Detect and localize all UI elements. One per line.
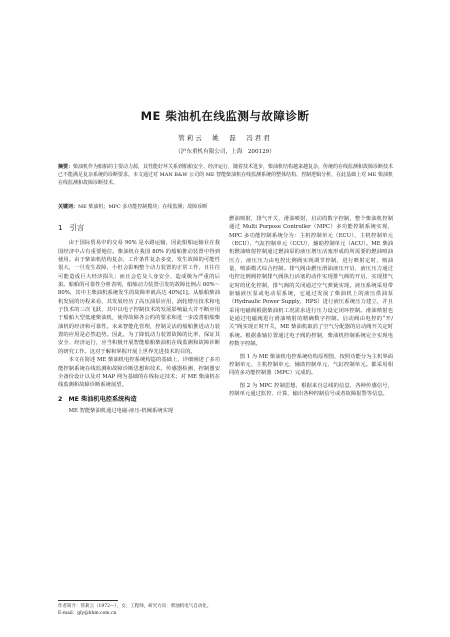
right-paragraph-1: 燃油喷射，排气开关，滑油喷射，启动的数字控制，整个柴油机控制通过 Multi Purpose Controller（MPC）多功能控制系统实现，MPC 多功能控制系统分为：主机控制单元（ECU），主机控制单元（ECU），气缸控制单元（CCU），辅助控制单元（ACU）。ME 柴油机燃油喷射控制通过燃油泵的液压增压活塞形成的所需要的燃油喷油压力，液压压力由电控比例阀实现调节控制，进行喷射定时，喷油量，喷油模式综合控制。排气阀由燃压滑油液压开启，液压压力通过电控比例阀控制排气阀执行活塞的动作实现排气阀的开启，实现排气定时的优化控制，排气阀的关闭通过空气弹簧实现。液压系统采用带驱轴液压泵或电动泵系统，它通过发展了柴油机上的液压供油泵（Hydraulic Power Supply，HPS）进行液压系统压力建立，并且采用电磁阀根据柴油机工况需求进行压力设定闭环控制。滑油喷射也是通过电磁阀进行滑油喷射的精确数字控制。启动阀由电控的“开/关”阀实现正时开关，ME 柴油机取消了空气分配器的启动阀开关定时系统。根据曲轴位置通过电子阀的控制，柴油机控制系统完全实现电控数字控制。 [229, 216, 393, 348]
section-1-paragraph-2: 本文在简述 ME 柴油机电控系统构造的基础上，详细阐述了多功能控制系统在线监测和故障诊断思想和技术，传感器检测、控制器安全备份设计以及对 MAP 网为基础的在线标定技术；对 ME 柴油机在线监测和故障诊断系统展望。 [58, 357, 220, 389]
section-1-paragraph-1: 由于国际贸易中的交易 90% 是水路运输，因此船舶运输业在我国经济中占有重要地位。柴油机在我国 80% 的船舶推动装置中得到使用。由于柴油机结构复杂，工作条件复杂多变，发生故障的可能性很大，一旦发生故障，小但会影响整个动力装置的正常工作，且往往可能造成巨大经济损失；而且会危及人身安全、造成极为严重的后果。船舶的可靠性分析表明，船舶动力装置引发的故障比例占 60%～80%，其中主柴油机系统发生的故障率就高达 40%[1]。从船舶柴油机发展的历程来看，其发展经历了高压油泵应用，涡轮增压技术和电子技术的三次飞跃，其中以电子控制技术的发展影响最大并不断应用于船舶大型低速柴油机，使得故障各公约的要求和进一步改善船舶柴油机的经济和可靠性。未来智能化管理，控制灵活的船舶推进动力装置的应用是必然趋势。因此，为了降低动力装置故障的比率，保证其安全、经济运行，应当积极开展智能船舶柴油机在线监测和故障诊断的研究工作。这对于解和掌握开展上世界先进技术的目的。 [58, 240, 220, 355]
footnote-rule [58, 600, 118, 601]
keywords-label: 关键词： [58, 204, 79, 210]
section-1-heading: 1 引言 [58, 223, 85, 232]
section-2-heading: 2 ME 柴油机电控系统构造 [58, 395, 137, 403]
paper-title: ME 柴油机在线监测与故障诊断 [140, 109, 310, 123]
paper-authors: 管莉云 姚 磊 冯君君 [178, 134, 272, 142]
right-paragraph-2: 图 1 为 ME 柴油机电控系统结构原理图，按照功能分为主机界面控制单元、主机控制单元、辅助控制单元、气缸控制单元。都采用相同的多功能控制器（MPC）完成的。 [229, 353, 393, 377]
footnote [58, 603, 394, 617]
left-column [58, 215, 220, 415]
abstract-label: 摘要： [58, 164, 74, 170]
keywords [58, 203, 394, 211]
author-bio: 作者简介：管莉云（1972—），女，工程师，研究方向：柴油机电气自动化。 [58, 604, 212, 609]
right-paragraph-3: 图 2 为 MPC 控制思想，根据来自总线的信息，各种传感信号，控制单元通过监控、计算，输出各种控制信号或者故障报警等信息。 [229, 382, 393, 397]
keywords-text: ME 柴油机；MPC 多功能控制模块；在线监测；故障诊断 [78, 204, 208, 210]
right-column [229, 215, 393, 398]
abstract [58, 163, 394, 188]
section-2-paragraph-1: ME 智能柴油机通过电磁-液压-机械系统实现 [68, 407, 174, 414]
paper-affiliation: （沪东重机有限公司，上海 200129） [175, 149, 275, 155]
abstract-text: 柴油机作为船舶的主要动力源，其性能好坏关系到船舶安全、经济运行，随着技术进步，柴油机结构越来越复杂，传统的在线监测和故障诊断技术已不能满足复杂系统的诊断要求。本文通过对 MAN B&W 公司的 ME 智能柴油机在线监测系统的整体结构、控制逻辑分析，在此基础上对 ME 柴油机在线监测和故障诊断技术。 [58, 164, 394, 187]
author-email: E-mail：gly@hhm.com.cn [58, 611, 117, 616]
